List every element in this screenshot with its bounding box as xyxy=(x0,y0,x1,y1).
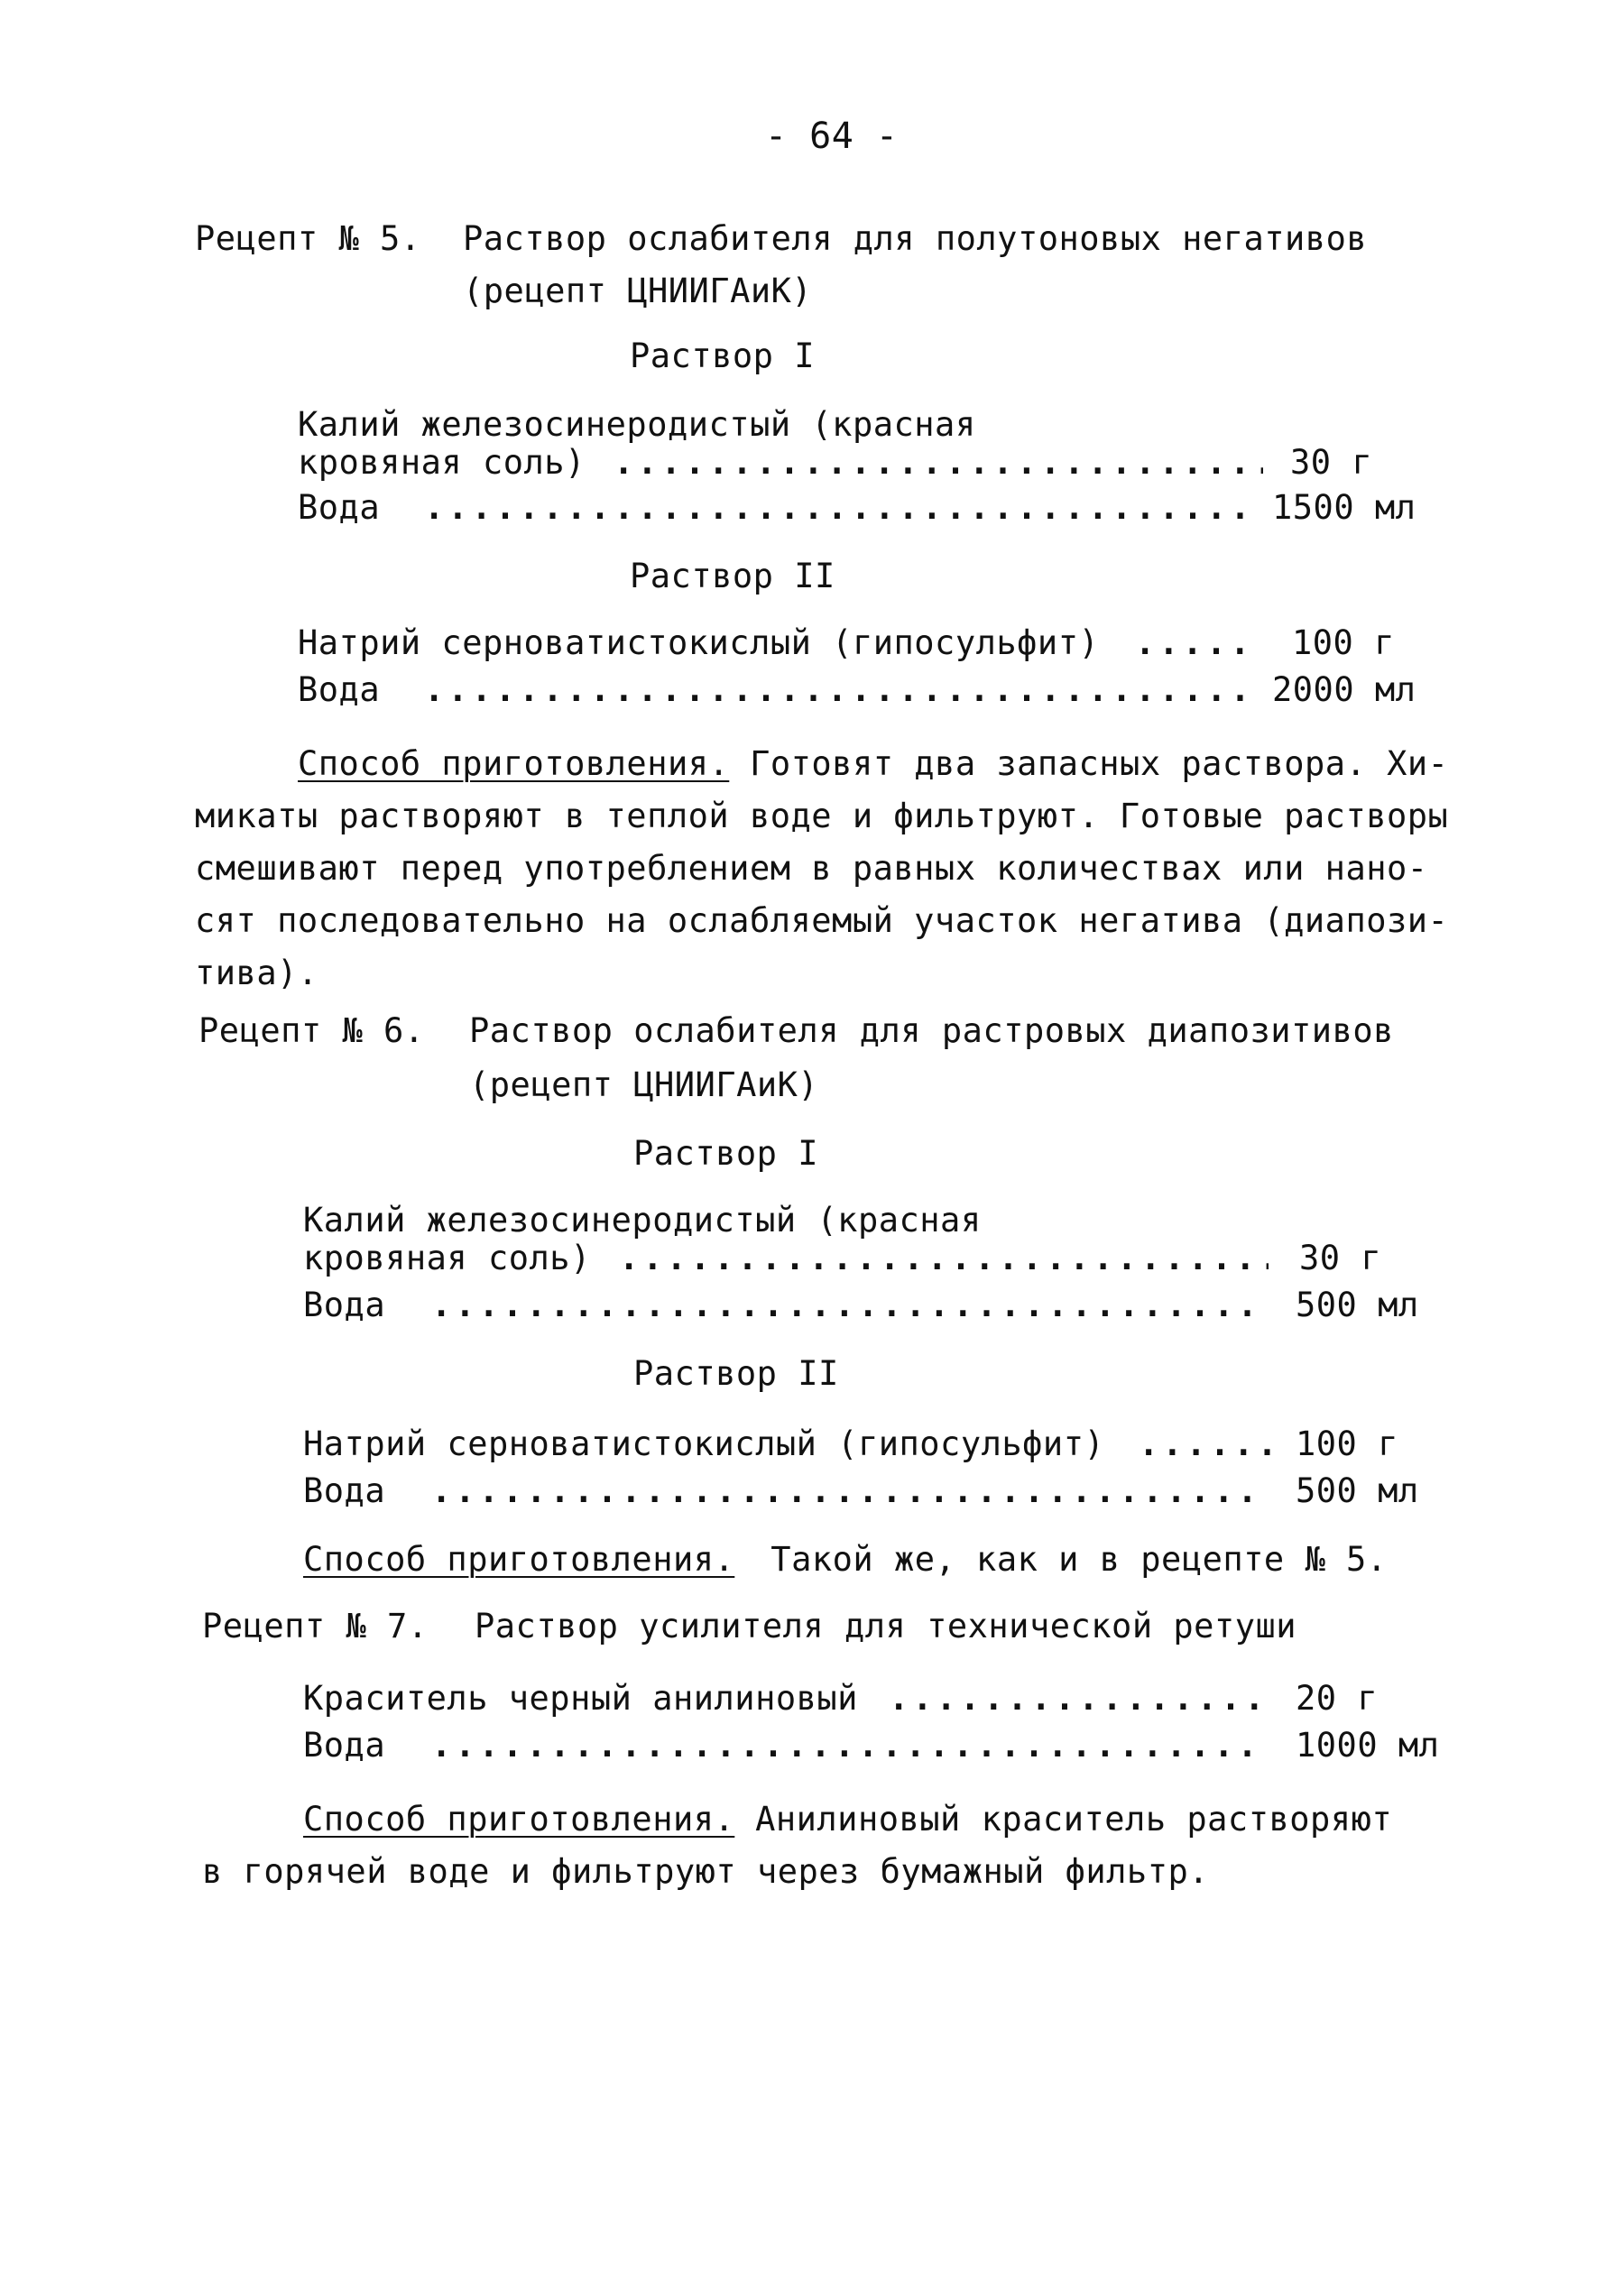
recipe5-method-line3: смешивают перед употреблением в равных количествах или нано- xyxy=(195,849,1428,888)
recipe7-item1-amount: 20 г xyxy=(1296,1679,1379,1718)
recipe6-method-line xyxy=(303,1539,1388,1581)
recipe7-title: Раствор усилителя для технической ретуши xyxy=(475,1607,1297,1646)
recipe6-title-continued: (рецепт ЦНИИГАиК) xyxy=(469,1065,819,1104)
dot-leader xyxy=(431,1470,1265,1512)
recipe5-method-label: Способ приготовления. xyxy=(298,744,730,783)
recipe7-method-line2: в горячей воде и фильтруют через бумажный фильтр. xyxy=(202,1852,1210,1891)
recipe5-method-line4: сят последовательно на ослабляемый участок негатива (диапози- xyxy=(195,901,1449,940)
recipe7-method-label: Способ приготовления. xyxy=(303,1800,735,1839)
recipe7-method-paragraph xyxy=(202,1793,1392,1898)
dot-leader xyxy=(424,669,1254,711)
recipe6-s2-item2-amount: 500 мл xyxy=(1296,1471,1419,1510)
recipe5-s1-item1-amount: 30 г xyxy=(1290,443,1373,482)
recipe5-s1-item1-name-continued: кровяная соль) xyxy=(298,443,586,482)
recipe6-s2-item1-amount: 100 г xyxy=(1296,1424,1398,1463)
recipe6-s1-item1-name: Калий железосинеродистый (красная xyxy=(303,1201,982,1240)
dot-leader xyxy=(431,1725,1265,1766)
recipe5-s1-item2-amount: 1500 мл xyxy=(1272,488,1416,527)
recipe5-solution2-heading: Раствор II xyxy=(630,557,835,595)
recipe5-method-line5: тива). xyxy=(195,954,318,992)
recipe5-s1-item1-name: Калий железосинеродистый (красная xyxy=(298,405,976,444)
recipe5-method-line2: микаты растворяют в теплой воде и фильтруют. Готовые растворы xyxy=(195,797,1449,835)
recipe5-method-line1 xyxy=(195,738,1448,790)
recipe7-method-line1 xyxy=(202,1793,1392,1846)
page-number: - 64 - xyxy=(765,115,899,157)
recipe5-s2-item1-name: Натрий серноватистокислый (гипосульфит) xyxy=(298,623,1100,662)
recipe6-solution2-heading: Раствор II xyxy=(633,1354,839,1393)
recipe6-method-label: Способ приготовления. xyxy=(303,1540,735,1579)
recipe5-title: Раствор ослабителя для полутоновых негативов xyxy=(463,219,1368,258)
recipe7-item2-name: Вода xyxy=(303,1726,386,1765)
recipe6-s2-item2-name: Вода xyxy=(303,1471,386,1510)
recipe7-method-text: Анилиновый краситель растворяют xyxy=(734,1800,1393,1839)
recipe6-method-text: Такой же, как и в рецепте № 5. xyxy=(770,1540,1388,1579)
recipe5-s2-item1-amount: 100 г xyxy=(1292,623,1395,662)
recipe5-s2-item2-amount: 2000 мл xyxy=(1272,670,1416,709)
dot-leader xyxy=(1139,1424,1274,1465)
recipe5-label: Рецепт № 5. xyxy=(195,219,421,258)
recipe5-method-text: Готовят два запасных раствора. Хи- xyxy=(729,744,1449,783)
recipe6-s1-item2-amount: 500 мл xyxy=(1296,1286,1419,1324)
dot-leader xyxy=(1135,622,1252,664)
recipe6-s1-item2-name: Вода xyxy=(303,1286,386,1324)
recipe6-label: Рецепт № 6. xyxy=(198,1011,425,1050)
dot-leader xyxy=(431,1285,1265,1326)
recipe5-method-paragraph xyxy=(195,738,1448,1000)
recipe7-item2-amount: 1000 мл xyxy=(1296,1726,1440,1765)
recipe6-s1-item1-name-continued: кровяная соль) xyxy=(303,1239,591,1277)
recipe6-s2-item1-name: Натрий серноватистокислый (гипосульфит) xyxy=(303,1424,1105,1463)
dot-leader xyxy=(889,1678,1266,1719)
dot-leader xyxy=(619,1238,1269,1279)
dot-leader xyxy=(424,487,1254,529)
recipe6-title: Раствор ослабителя для растровых диапозитивов xyxy=(469,1011,1394,1050)
dot-leader xyxy=(614,442,1263,484)
recipe6-s1-item1-amount: 30 г xyxy=(1299,1239,1382,1277)
recipe5-solution1-heading: Раствор I xyxy=(630,336,815,375)
recipe7-label: Рецепт № 7. xyxy=(202,1607,429,1646)
recipe6-solution1-heading: Раствор I xyxy=(633,1134,818,1173)
recipe7-item1-name: Краситель черный анилиновый xyxy=(303,1679,858,1718)
recipe5-s2-item2-name: Вода xyxy=(298,670,381,709)
recipe5-s1-item2-name: Вода xyxy=(298,488,381,527)
recipe5-title-continued: (рецепт ЦНИИГАиК) xyxy=(463,272,813,310)
